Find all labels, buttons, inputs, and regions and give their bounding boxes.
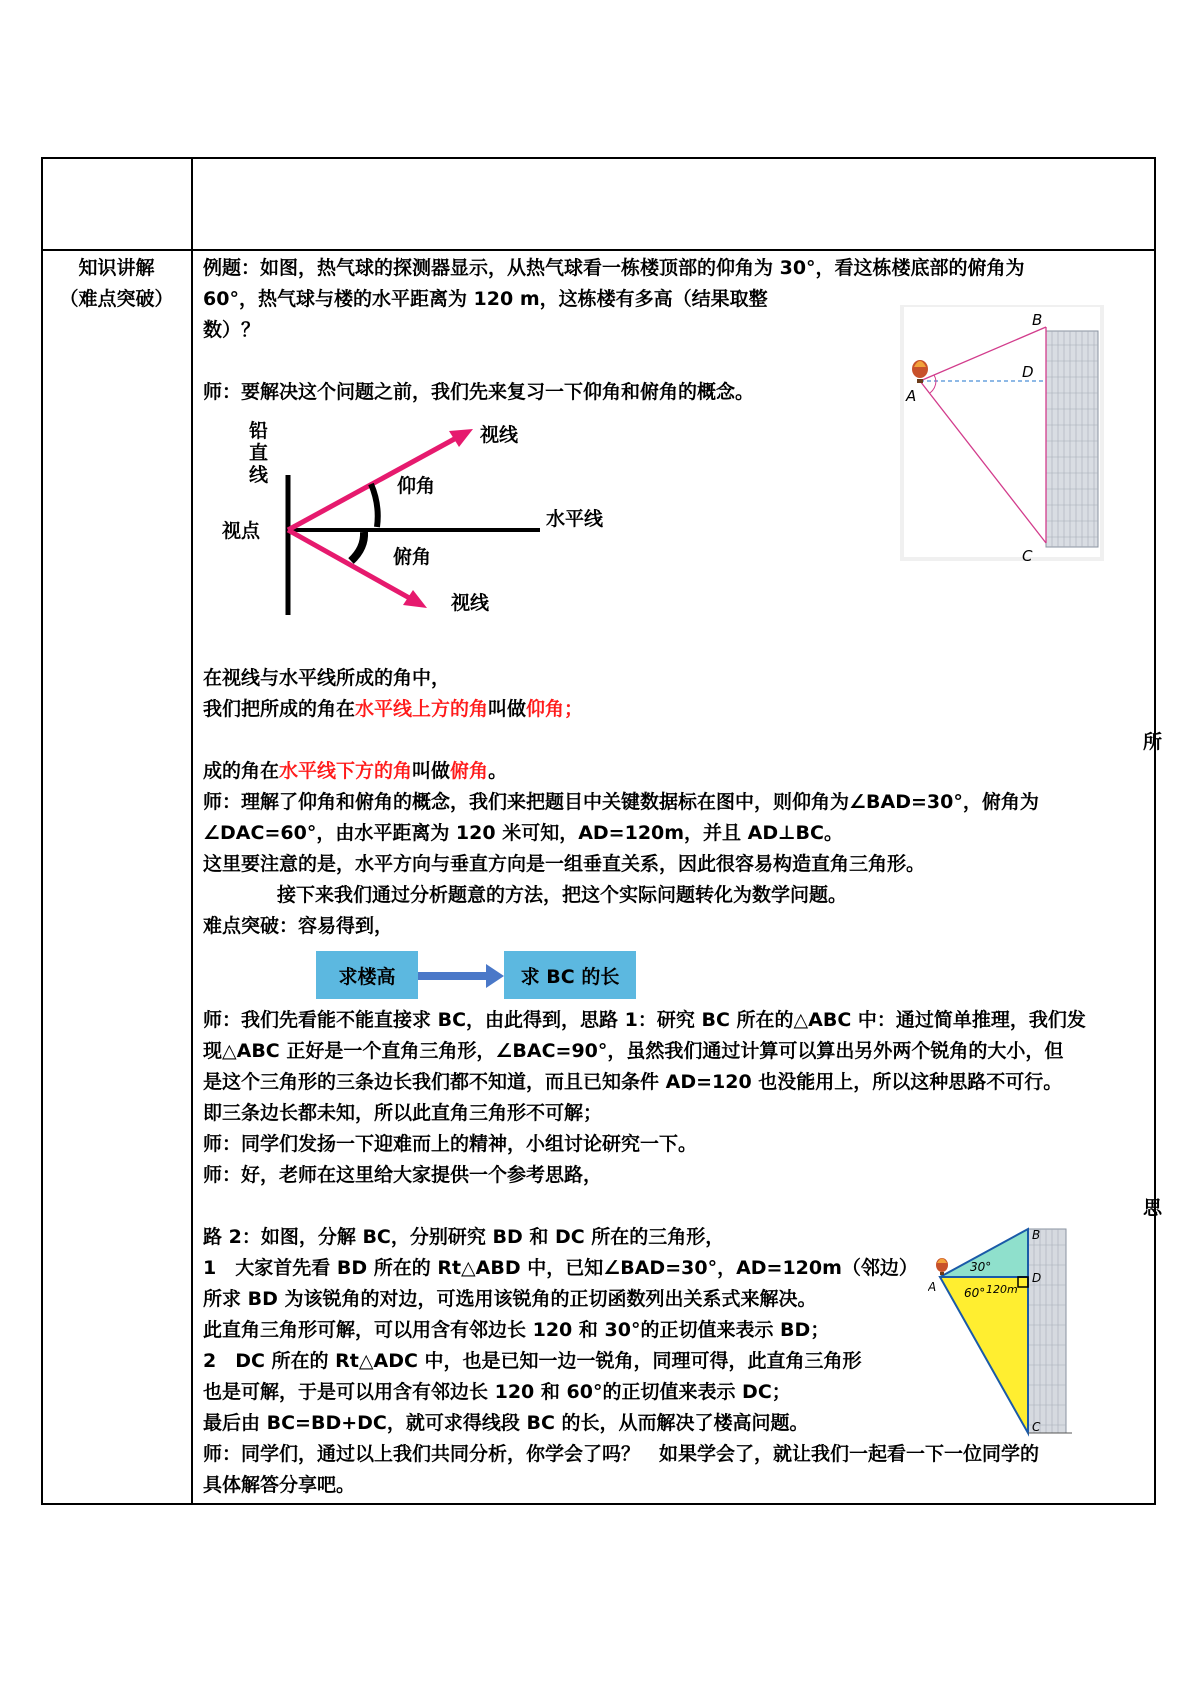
paragraph-5-line-1: 师：我们先看能不能直接求 BC，由此得到，思路 1：研究 BC 所在的△ABC 中：通过简单推理，我们发 — [203, 1009, 1086, 1031]
def2-above-horizontal: 水平线上方的角 — [355, 698, 489, 720]
definition-line-3 — [203, 756, 507, 787]
def2-elevation-term: 仰角； — [526, 698, 584, 720]
sight-line-top-label: 视线 — [480, 424, 519, 446]
definition-line-2 — [203, 694, 583, 725]
example-line-1: 例题：如图，热气球的探测器显示，从热气球看一栋楼顶部的仰角为 30°，看这栋楼底部的俯角为 — [203, 257, 1025, 279]
paragraph-16-line-2: 具体解答分享吧。 — [203, 1474, 356, 1496]
def3-period: 。 — [488, 760, 508, 782]
point-a-label: A — [906, 387, 917, 405]
paragraph-5-line-2: 现△ABC 正好是一个直角三角形，∠BAC=90°，虽然我们通过计算可以算出另外两个锐角的大小，但 — [203, 1040, 1064, 1062]
balloon-building-figure — [900, 305, 1104, 561]
paragraph-4: 难点突破：容易得到， — [203, 915, 394, 937]
def2-part-c: 叫做 — [488, 698, 527, 720]
table-top-border — [41, 157, 1156, 159]
viewpoint-label: 视点 — [222, 520, 261, 542]
angle-concept-diagram — [205, 415, 625, 630]
stray-character-1: 所 — [1143, 731, 1163, 753]
fig2-angle-60-label: 60° — [964, 1286, 986, 1300]
table-right-border — [1154, 157, 1156, 1505]
def2-part-a: 我们把所成的角在 — [203, 698, 356, 720]
point-c-label: C — [1022, 547, 1033, 561]
paragraph-10: 1 大家首先看 BD 所在的 Rt△ABD 中，已知∠BAD=30°，AD=120m（邻边） — [203, 1257, 918, 1279]
def3-depression-term: 俯角 — [450, 760, 489, 782]
example-line-3: 数）？ — [203, 319, 261, 341]
stray-character-2: 思 — [1143, 1197, 1163, 1219]
table-row-divider — [41, 249, 1156, 251]
paragraph-16-line-1: 师：同学们，通过以上我们共同分析，你学会了吗？ 如果学会了，就让我们一起看一下一位同学的 — [203, 1443, 1040, 1465]
paragraph-11: 所求 BD 为该锐角的对边，可选用该锐角的正切函数列出关系式来解决。 — [203, 1288, 817, 1310]
vertical-label-char-1: 铅 — [249, 420, 269, 442]
fig2-angle-30-label: 30° — [970, 1260, 992, 1274]
depression-arc — [351, 532, 364, 561]
definition-line-1: 在视线与水平线所成的角中， — [203, 667, 451, 689]
paragraph-14: 也是可解，于是可以用含有邻边长 120 和 60°的正切值来表示 DC； — [203, 1381, 791, 1403]
vertical-line-label — [249, 419, 269, 486]
paragraph-8: 师：好，老师在这里给大家提供一个参考思路， — [203, 1164, 603, 1186]
flow-arrow — [418, 962, 504, 990]
paragraph-1-line-2: ∠DAC=60°，由水平距离为 120 米可知，AD=120m，并且 AD⊥BC。 — [203, 822, 843, 844]
def3-part-a: 成的角在 — [203, 760, 280, 782]
fig2-point-b-label: B — [1032, 1228, 1041, 1242]
point-d-label: D — [1022, 363, 1034, 381]
example-line-2: 60°，热气球与楼的水平距离为 120 m，这栋楼有多高（结果取整 — [203, 288, 768, 310]
table-left-border — [41, 157, 43, 1505]
flow-arrow-head — [486, 964, 504, 988]
fig2-point-a-label: A — [928, 1280, 937, 1294]
row-label-title: 知识讲解 — [78, 257, 155, 279]
triangle-adc — [940, 1277, 1028, 1433]
paragraph-1-line-1: 师：理解了仰角和俯角的概念，我们来把题目中关键数据标在图中，则仰角为∠BAD=30°，俯角为 — [203, 791, 1039, 813]
fig2-distance-label: 120m — [986, 1283, 1018, 1296]
balloon-icon-2 — [936, 1258, 948, 1275]
def3-below-horizontal: 水平线下方的角 — [279, 760, 413, 782]
paragraph-12: 此直角三角形可解，可以用含有邻边长 120 和 30°的正切值来表示 BD； — [203, 1319, 830, 1341]
paragraph-9: 路 2：如图，分解 BC，分别研究 BD 和 DC 所在的三角形， — [203, 1226, 725, 1248]
table-bottom-border — [41, 1503, 1156, 1505]
building — [1046, 331, 1098, 547]
table-column-divider — [191, 157, 193, 1505]
flow-arrow-shaft — [418, 972, 488, 980]
paragraph-15: 最后由 BC=BD+DC，就可求得线段 BC 的长，从而解决了楼高问题。 — [203, 1412, 809, 1434]
vertical-label-char-3: 线 — [249, 464, 269, 486]
paragraph-13: 2 DC 所在的 Rt△ADC 中，也是已知一边一锐角，同理可得，此直角三角形 — [203, 1350, 862, 1372]
elevation-angle-label: 仰角 — [397, 475, 436, 497]
point-b-label: B — [1032, 311, 1043, 329]
paragraph-3: 接下来我们通过分析题意的方法，把这个实际问题转化为数学问题。 — [277, 884, 848, 906]
def3-part-c: 叫做 — [412, 760, 451, 782]
fig2-point-c-label: C — [1032, 1420, 1041, 1434]
fig2-point-d-label: D — [1032, 1271, 1042, 1285]
paragraph-2: 这里要注意的是，水平方向与垂直方向是一组垂直关系，因此很容易构造直角三角形。 — [203, 853, 926, 875]
elevation-arc — [371, 484, 378, 527]
paragraph-7: 师：同学们发扬一下迎难而上的精神，小组讨论研究一下。 — [203, 1133, 698, 1155]
vertical-label-char-2: 直 — [249, 442, 269, 464]
flow-box-building-height: 求楼高 — [316, 951, 418, 999]
row-label-subtitle: （难点突破） — [59, 288, 174, 310]
horizontal-line-label: 水平线 — [546, 508, 604, 530]
flow-box-bc-length: 求 BC 的长 — [504, 951, 636, 999]
teacher-review-line: 师：要解决这个问题之前，我们先来复习一下仰角和俯角的概念。 — [203, 381, 755, 403]
paragraph-5-line-3: 是这个三角形的三条边长我们都不知道，而且已知条件 AD=120 也没能用上，所以这种思路不可行。 — [203, 1071, 1063, 1093]
paragraph-6: 即三条边长都未知，所以此直角三角形不可解； — [203, 1102, 603, 1124]
sight-line-bottom-label: 视线 — [451, 592, 490, 614]
depression-angle-label: 俯角 — [393, 546, 432, 568]
triangle-decomposition-figure — [928, 1225, 1072, 1439]
building-2 — [1028, 1229, 1066, 1433]
